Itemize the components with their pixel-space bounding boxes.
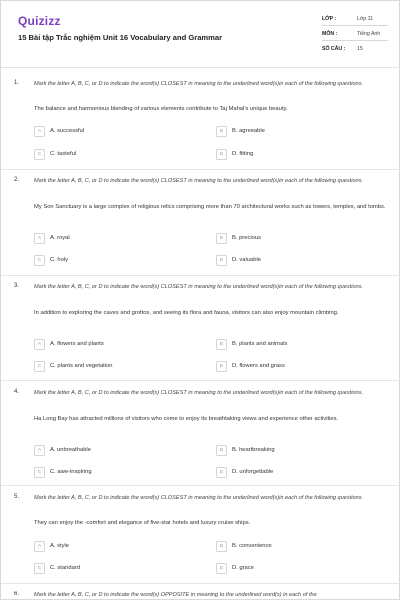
option-text: C. tasteful bbox=[50, 151, 77, 157]
option-c[interactable] bbox=[34, 255, 194, 266]
option-text: D. flowers and grass bbox=[232, 363, 285, 369]
meta-value: 15 bbox=[357, 46, 363, 52]
option-text: D. unforgettable bbox=[232, 469, 274, 475]
question-stem: They can enjoy the -comfort and elegance of five-star hotels and luxury cruise ships. bbox=[34, 520, 251, 526]
option-letter-box[interactable]: C bbox=[34, 467, 45, 478]
question-stem: In addition to exploring the caves and grottos, and seeing its flora and fauna, visitors can also enjoy mountain climbing. bbox=[34, 310, 339, 316]
question-divider bbox=[1, 169, 400, 170]
option-letter-box[interactable]: A bbox=[34, 339, 45, 350]
option-text: A. flowers and plants bbox=[50, 341, 104, 347]
question-divider bbox=[1, 275, 400, 276]
option-d[interactable] bbox=[216, 563, 376, 574]
option-text: C. standard bbox=[50, 565, 80, 571]
question-divider bbox=[1, 485, 400, 486]
question-instruction: Mark the letter A, B, C, or D to indicate the word(s) OPPOSITE in meaning to the underlined word(s) in each of the bbox=[34, 592, 317, 598]
option-letter-box[interactable]: D bbox=[216, 563, 227, 574]
option-letter-box[interactable]: A bbox=[34, 541, 45, 552]
option-letter-box[interactable]: C bbox=[34, 149, 45, 160]
question-instruction: Mark the letter A, B, C, or D to indicate the word(s) CLOSEST in meaning to the underlined word(s)in each of the following questions. bbox=[34, 284, 364, 290]
option-b[interactable] bbox=[216, 339, 376, 350]
option-letter-box[interactable]: A bbox=[34, 445, 45, 456]
question-instruction: Mark the letter A, B, C, or D to indicate the word(s) CLOSEST in meaning to the underlined word(s)in each of the following questions. bbox=[34, 81, 364, 87]
option-a[interactable] bbox=[34, 339, 194, 350]
worksheet-header bbox=[1, 1, 400, 67]
option-c[interactable] bbox=[34, 467, 194, 478]
option-letter-box[interactable]: B bbox=[216, 233, 227, 244]
option-text: A. royal bbox=[50, 235, 70, 241]
option-text: A. unbreathable bbox=[50, 447, 91, 453]
option-text: D. grace bbox=[232, 565, 254, 571]
question-instruction: Mark the letter A, B, C, or D to indicate the word(s) CLOSEST in meaning to the underlined word(s)in each of the following questions. bbox=[34, 390, 364, 396]
option-text: C. plants and vegetation bbox=[50, 363, 113, 369]
meta-label: SỐ CÂU : bbox=[322, 46, 346, 52]
question-number: 5. bbox=[14, 494, 20, 500]
option-b[interactable] bbox=[216, 445, 376, 456]
option-a[interactable] bbox=[34, 541, 194, 552]
option-a[interactable] bbox=[34, 233, 194, 244]
option-text: B. precious bbox=[232, 235, 261, 241]
option-d[interactable] bbox=[216, 361, 376, 372]
meta-label: LỚP : bbox=[322, 16, 337, 22]
meta-value: Lớp 11 bbox=[357, 16, 373, 22]
header-divider bbox=[1, 67, 400, 68]
option-text: C. awe-inspiring bbox=[50, 469, 92, 475]
option-b[interactable] bbox=[216, 541, 376, 552]
question-divider bbox=[1, 583, 400, 584]
meta-divider bbox=[322, 40, 388, 41]
option-b[interactable] bbox=[216, 233, 376, 244]
option-text: A. successful bbox=[50, 128, 85, 134]
question-number: 3. bbox=[14, 283, 20, 289]
option-letter-box[interactable]: A bbox=[34, 126, 45, 137]
question-divider bbox=[1, 380, 400, 381]
option-text: A. style bbox=[50, 543, 70, 549]
option-c[interactable] bbox=[34, 149, 194, 160]
option-letter-box[interactable]: C bbox=[34, 361, 45, 372]
option-letter-box[interactable]: B bbox=[216, 339, 227, 350]
option-d[interactable] bbox=[216, 149, 376, 160]
question-6 bbox=[1, 591, 400, 600]
question-number: 2. bbox=[14, 177, 20, 183]
option-a[interactable] bbox=[34, 445, 194, 456]
option-letter-box[interactable]: D bbox=[216, 255, 227, 266]
option-text: B. convenience bbox=[232, 543, 272, 549]
option-c[interactable] bbox=[34, 563, 194, 574]
question-number: 6. bbox=[14, 591, 20, 597]
option-text: B. agreeable bbox=[232, 128, 265, 134]
option-letter-box[interactable]: C bbox=[34, 255, 45, 266]
meta-value: Tiếng Anh bbox=[357, 31, 381, 37]
question-stem: The balance and harmonious blending of various elements contribute to Taj Mahal's unique beauty. bbox=[34, 106, 288, 112]
option-letter-box[interactable]: B bbox=[216, 541, 227, 552]
meta-divider bbox=[322, 25, 388, 26]
option-text: B. heartbreaking bbox=[232, 447, 275, 453]
option-b[interactable] bbox=[216, 126, 376, 137]
option-letter-box[interactable]: C bbox=[34, 563, 45, 574]
option-text: D. valuable bbox=[232, 257, 262, 263]
option-c[interactable] bbox=[34, 361, 194, 372]
question-number: 1. bbox=[14, 80, 20, 86]
option-text: D. fitting bbox=[232, 151, 254, 157]
option-letter-box[interactable]: A bbox=[34, 233, 45, 244]
question-instruction: Mark the letter A, B, C, or D to indicate the word(s) CLOSEST in meaning to the underlined word(s)in each of the following questions. bbox=[34, 495, 364, 501]
question-stem: My Son Sanctuary is a large complex of religious relics comprising more than 70 architectural works such as towers, temples, and tombs. bbox=[34, 204, 386, 210]
option-letter-box[interactable]: B bbox=[216, 126, 227, 137]
question-instruction: Mark the letter A, B, C, or D to indicate the word(s) CLOSEST in meaning to the underlined word(s)in each of the following questions. bbox=[34, 178, 364, 184]
option-d[interactable] bbox=[216, 467, 376, 478]
option-letter-box[interactable]: B bbox=[216, 445, 227, 456]
option-text: B. plants and animals bbox=[232, 341, 288, 347]
meta-label: MÔN : bbox=[322, 31, 338, 37]
question-number: 4. bbox=[14, 389, 20, 395]
option-text: C. holy bbox=[50, 257, 69, 263]
option-d[interactable] bbox=[216, 255, 376, 266]
question-stem: Ha Long Bay has attracted millions of visitors who come to enjoy its breathtaking views and experience other activities. bbox=[34, 416, 339, 422]
option-letter-box[interactable]: D bbox=[216, 149, 227, 160]
option-a[interactable] bbox=[34, 126, 194, 137]
worksheet-title: 15 Bài tập Trắc nghiệm Unit 16 Vocabulary and Grammar bbox=[18, 33, 223, 42]
option-letter-box[interactable]: D bbox=[216, 361, 227, 372]
option-letter-box[interactable]: D bbox=[216, 467, 227, 478]
quizizz-logo: Quizizz bbox=[18, 14, 61, 28]
